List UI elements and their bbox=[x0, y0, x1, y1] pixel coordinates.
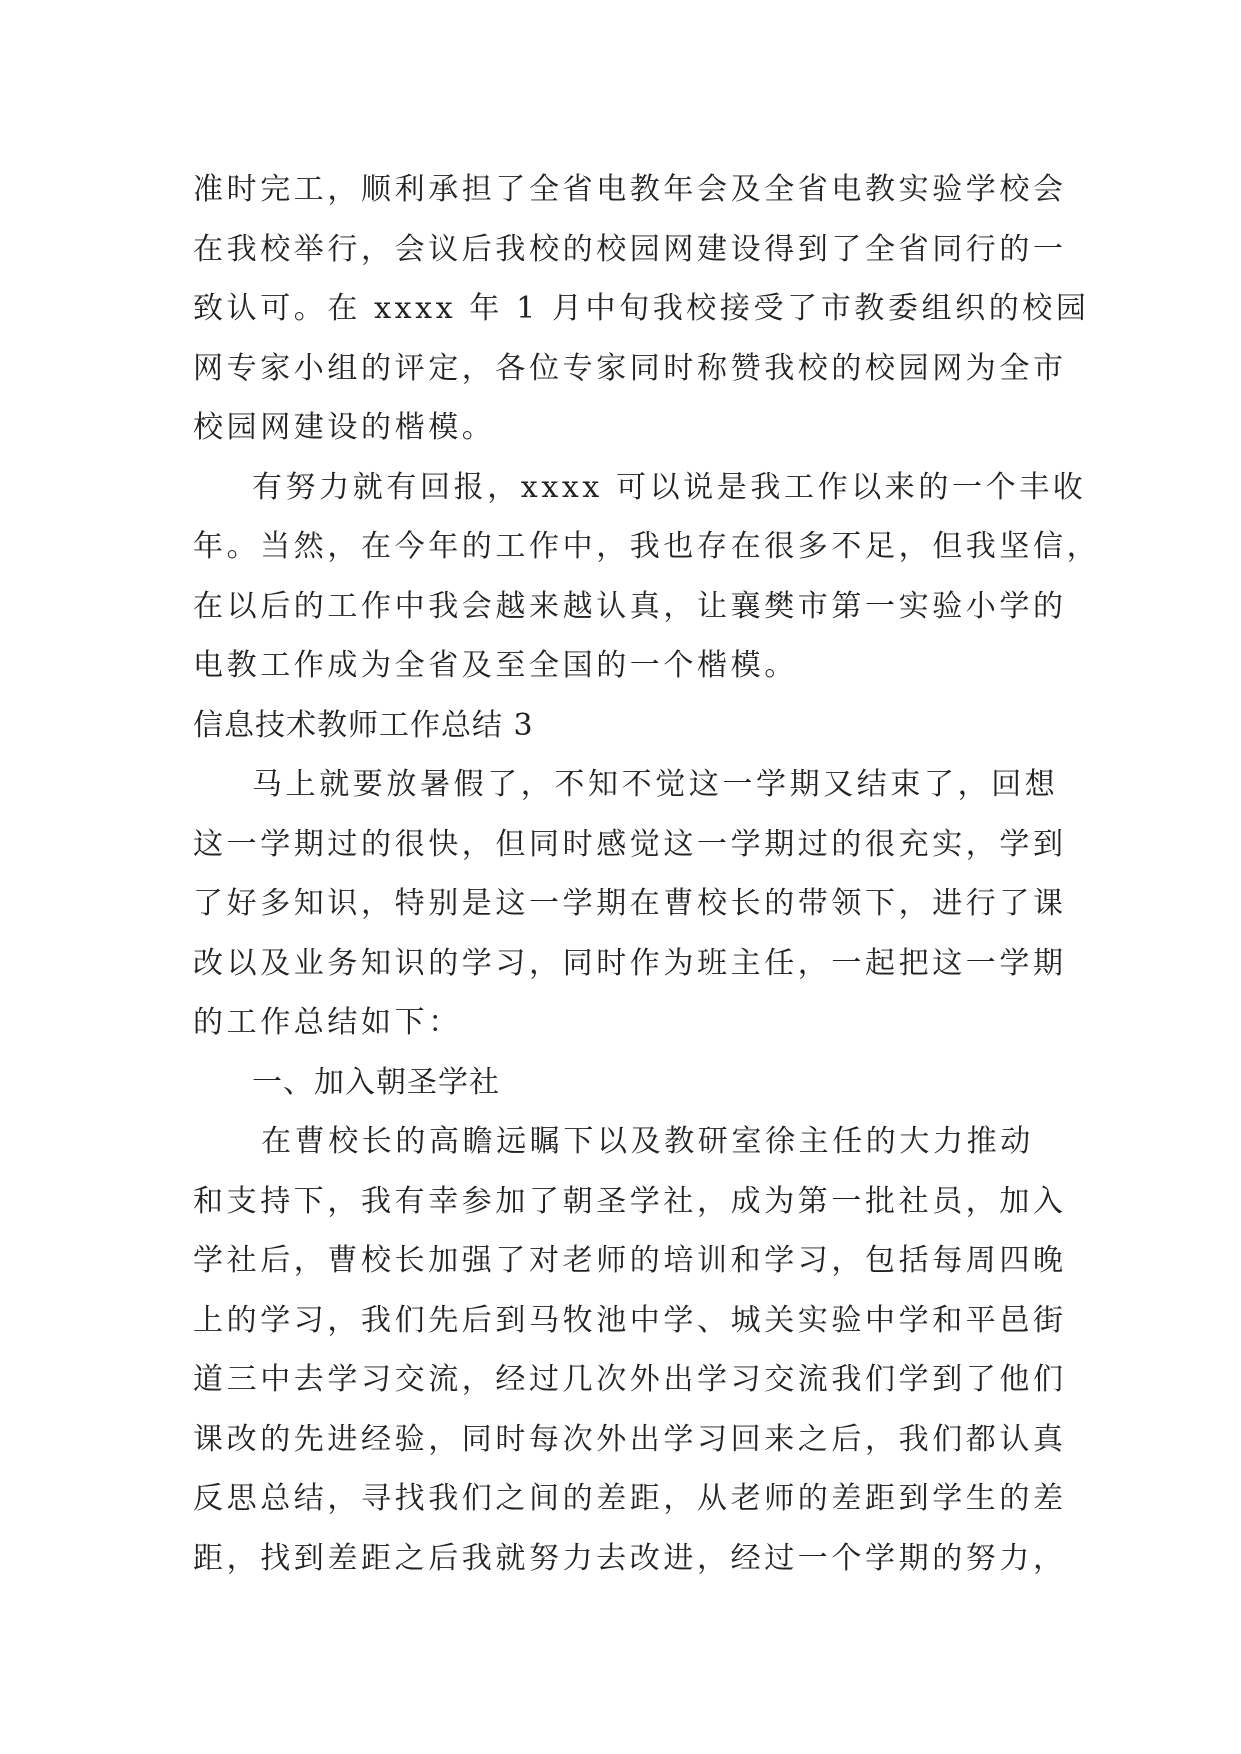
text-line: 上的学习，我们先后到马牧池中学、城关实验中学和平邑街 bbox=[193, 1302, 1067, 1338]
document-body bbox=[193, 160, 1101, 1588]
text-line: 了好多知识，特别是这一学期在曹校长的带领下，进行了课 bbox=[193, 886, 1067, 921]
text-line: 学社后，曹校长加强了对老师的培训和学习，包括每周四晚 bbox=[193, 1243, 1067, 1278]
text-line: 的工作总结如下： bbox=[193, 1005, 462, 1040]
text-line: 电教工作成为全省及至全国的一个楷模。 bbox=[193, 648, 798, 683]
text-line: 这一学期过的很快，但同时感觉这一学期过的很充实，学到 bbox=[193, 826, 1067, 862]
text-line: 准时完工，顺利承担了全省电教年会及全省电教实验学校会 bbox=[193, 172, 1067, 207]
subheading: 一、加入朝圣学社 bbox=[252, 1064, 500, 1100]
text-line: 在以后的工作中我会越来越认真，让襄樊市第一实验小学的 bbox=[193, 588, 1067, 624]
section-title: 信息技术教师工作总结 3 bbox=[193, 707, 534, 743]
text-line: 校园网建设的楷模。 bbox=[193, 410, 496, 445]
text-line: 和支持下，我有幸参加了朝圣学社，成为第一批社员，加入 bbox=[193, 1183, 1067, 1219]
text-line: 改以及业务知识的学习，同时作为班主任，一起把这一学期 bbox=[193, 945, 1067, 981]
text-line: 距，找到差距之后我就努力去改进，经过一个学期的努力， bbox=[193, 1540, 1067, 1576]
paragraph-2 bbox=[193, 458, 1101, 696]
paragraph-1 bbox=[193, 160, 1090, 458]
text-line: 马上就要放暑假了，不知不觉这一学期又结束了，回想 bbox=[252, 767, 1059, 802]
paragraph-4 bbox=[193, 1112, 1067, 1588]
paragraph-3 bbox=[193, 755, 1067, 1053]
text-line: 在我校举行，会议后我校的校园网建设得到了全省同行的一 bbox=[193, 231, 1067, 267]
text-line: 网专家小组的评定，各位专家同时称赞我校的校园网为全市 bbox=[193, 350, 1067, 386]
text-line: 反思总结，寻找我们之间的差距，从老师的差距到学生的差 bbox=[193, 1481, 1067, 1516]
text-line: 课改的先进经验，同时每次外出学习回来之后，我们都认真 bbox=[193, 1421, 1067, 1457]
text-line: 有努力就有回报，xxxx 可以说是我工作以来的一个丰收 bbox=[252, 469, 1087, 505]
text-line: 道三中去学习交流，经过几次外出学习交流我们学到了他们 bbox=[193, 1362, 1067, 1397]
text-line: 致认可。在 xxxx 年 1 月中旬我校接受了市教委组织的校园 bbox=[193, 291, 1090, 326]
text-line: 年。当然，在今年的工作中，我也存在很多不足，但我坚信， bbox=[193, 529, 1101, 564]
text-line: 在曹校长的高瞻远瞩下以及教研室徐主任的大力推动 bbox=[261, 1124, 1034, 1159]
